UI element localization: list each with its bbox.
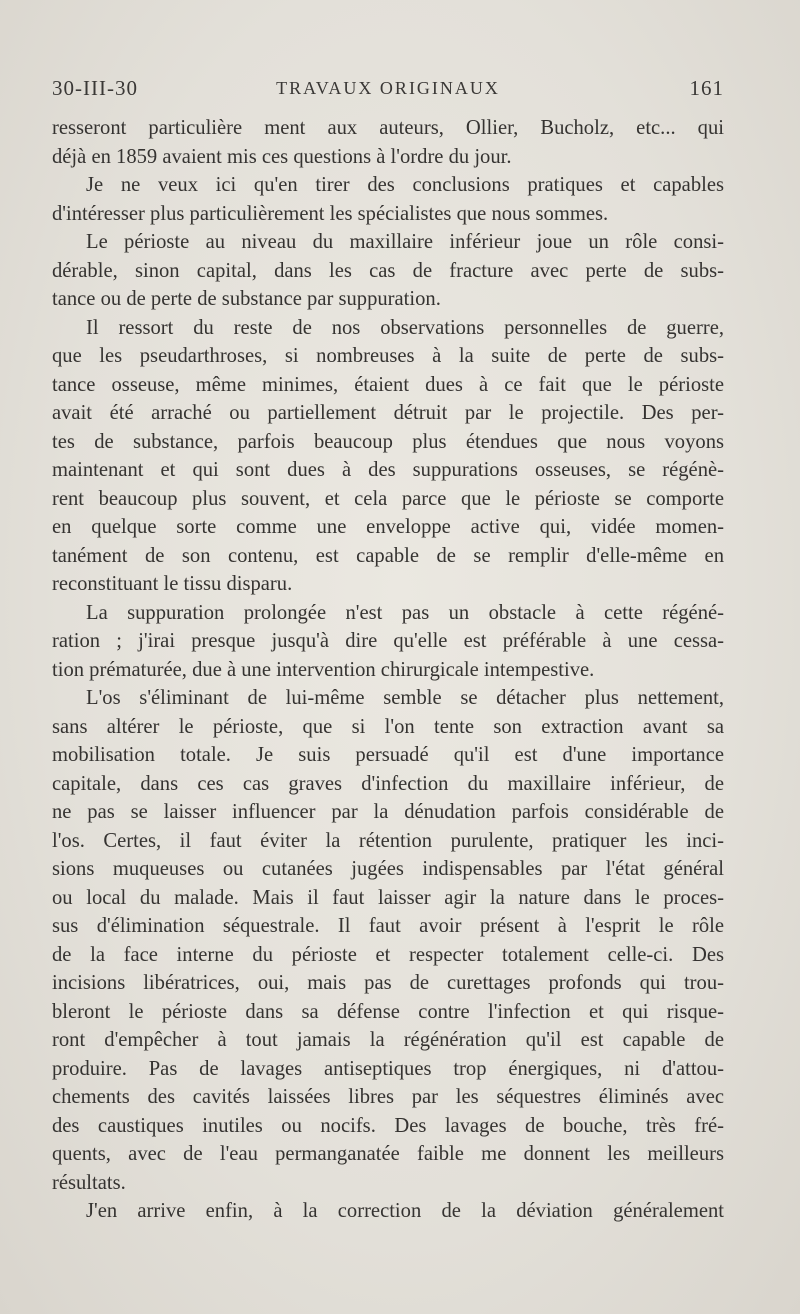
text-line: Le périoste au niveau du maxillaire inférieur joue un rôle consi- <box>86 231 724 253</box>
text-line: dérable, sinon capital, dans les cas de fracture avec perte de subs- <box>52 259 724 282</box>
text-line: sions muqueuses ou cutanées jugées indispensables par l'état général <box>52 858 724 880</box>
body-text <box>52 114 724 1226</box>
text-line: avait été arraché ou partiellement détruit par le projectile. Des per- <box>52 402 724 424</box>
text-line: L'os s'éliminant de lui-même semble se détacher plus nettement, <box>86 687 724 709</box>
text-line: mobilisation totale. Je suis persuadé qu'il est d'une importance <box>52 744 724 766</box>
text-line: Il ressort du reste de nos observations personnelles de guerre, <box>86 316 724 339</box>
text-line: d'intéresser plus particulièrement les spécialistes que nous sommes. <box>52 202 609 225</box>
text-line: chements des cavités laissées libres par les séquestres éliminés avec <box>52 1086 724 1108</box>
text-line: La suppuration prolongée n'est pas un obstacle à cette régéné- <box>86 601 724 624</box>
text-line: incisions libératrices, oui, mais pas de curettages profonds qui trou- <box>52 972 724 994</box>
text-line: bleront le périoste dans sa défense contre l'infection et qui risque- <box>52 1000 724 1023</box>
text-line: tance osseuse, même minimes, étaient dues à ce fait que le périoste <box>52 373 724 396</box>
text-line: ront d'empêcher à tout jamais la régénération qu'il est capable de <box>52 1029 724 1051</box>
header-date: 30-III-30 <box>52 76 138 100</box>
text-line: Je ne veux ici qu'en tirer des conclusions pratiques et capables <box>86 174 724 196</box>
text-line: tanément de son contenu, est capable de se remplir d'elle-même en <box>52 544 724 567</box>
text-line: J'en arrive enfin, à la correction de la déviation généralement <box>86 1200 724 1222</box>
text-line: sus d'élimination séquestrale. Il faut avoir présent à l'esprit le rôle <box>52 915 724 937</box>
text-line: ou local du malade. Mais il faut laisser agir la nature dans le proces- <box>52 886 724 909</box>
text-line: des caustiques inutiles ou nocifs. Des lavages de bouche, très fré- <box>52 1114 724 1137</box>
running-header <box>52 76 724 106</box>
text-line: produire. Pas de lavages antiseptiques trop énergiques, ni d'attou- <box>52 1057 724 1080</box>
text-line: maintenant et qui sont dues à des suppurations osseuses, se régénè- <box>52 459 724 481</box>
text-line: déjà en 1859 avaient mis ces questions à l'ordre du jour. <box>52 145 512 168</box>
text-line: ration ; j'irai presque jusqu'à dire qu'elle est préférable à une cessa- <box>52 630 724 652</box>
text-line: que les pseudarthroses, si nombreuses à la suite de perte de subs- <box>52 345 724 367</box>
text-line: tes de substance, parfois beaucoup plus étendues que nous voyons <box>52 430 724 453</box>
text-line: ne pas se laisser influencer par la dénudation parfois considérable de <box>52 801 724 823</box>
text-line: rent beaucoup plus souvent, et cela parce que le périoste se comporte <box>52 487 724 510</box>
text-line: en quelque sorte comme une enveloppe active qui, vidée momen- <box>52 516 724 538</box>
text-line: tance ou de perte de substance par suppuration. <box>52 288 441 310</box>
text-line: l'os. Certes, il faut éviter la rétention purulente, pratiquer les inci- <box>52 829 724 852</box>
text-line: quents, avec de l'eau permanganatée faible me donnent les meilleurs <box>52 1143 724 1165</box>
page-number: 161 <box>689 76 724 100</box>
text-line: reconstituant le tissu disparu. <box>52 573 293 595</box>
text-line: de la face interne du périoste et respecter totalement celle-ci. Des <box>52 943 724 966</box>
text-line: capitale, dans ces cas graves d'infection du maxillaire inférieur, de <box>52 772 724 795</box>
header-title: TRAVAUX ORIGINAUX <box>276 78 500 98</box>
text-line: resseront particulière ment aux auteurs, Ollier, Bucholz, etc... qui <box>52 117 724 139</box>
text-line: sans altérer le périoste, que si l'on tente son extraction avant sa <box>52 715 724 738</box>
text-line: tion prématurée, due à une intervention chirurgicale intempestive. <box>52 658 595 681</box>
text-line: résultats. <box>52 1171 126 1194</box>
